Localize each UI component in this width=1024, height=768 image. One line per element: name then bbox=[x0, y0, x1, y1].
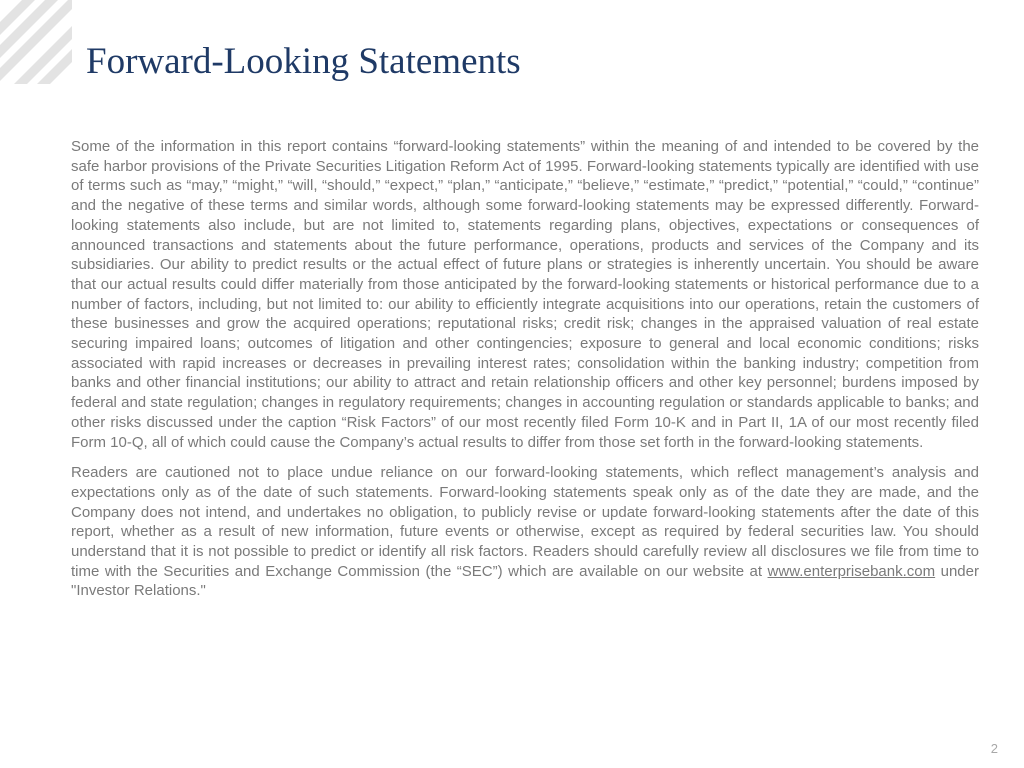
paragraph-caution-tail: under "Investor Relations." bbox=[71, 562, 979, 600]
paragraph-caution-text: Readers are cautioned not to place undue reliance on our forward-looking statements, which reflect management’s analysis and expectations only as of the date of such statements. Forward-looking statements speak only as of the date they are made, and the Company does not intend, and undertakes no obligation, to publicly revise or update forward-looking statements after the date of this report, whether as a result of new information, future events or otherwise, except as required by federal securities law. You should understand that it is not possible to predict or identify all risk factors. Readers should carefully review all disclosures we file from time to time with the Securities and Exchange Commission (the “SEC”) which are available on our website at bbox=[71, 464, 979, 580]
diagonal-stripes-icon bbox=[0, 0, 72, 84]
page-title: Forward-Looking Statements bbox=[86, 41, 521, 82]
website-link[interactable]: www.enterprisebank.com bbox=[767, 562, 936, 580]
paragraph-caution bbox=[71, 463, 979, 601]
page-number: 2 bbox=[990, 741, 998, 756]
paragraph-disclaimer: Some of the information in this report contains “forward-looking statements” within the meaning of and intended to be covered by the safe harbor provisions of the Private Securities Litigation Reform Act of 1995. Forward-looking statements typically are identified with use of terms such as “may,” “might,” “will, “should,” “expect,” “plan,” “anticipate,” “believe,” “estimate,” “predict,” “potential,” “could,” “continue” and the negative of these terms and similar words, although some forward-looking statements may be expressed differently. Forward-looking statements also include, but are not limited to, statements regarding plans, objectives, expectations or consequences of announced transactions and statements about the future performance, operations, products and services of the Company and its subsidiaries. Our ability to predict results or the actual effect of future plans or strategies is inherently uncertain. You should be aware that our actual results could differ materially from those anticipated by the forward-looking statements or historical performance due to a number of factors, including, but not limited to: our ability to efficiently integrate acquisitions into our operations, retain the customers of these businesses and grow the acquired operations; reputational risks; credit risk; changes in the appraised valuation of real estate securing impaired loans; outcomes of litigation and other contingencies; exposure to general and local economic conditions; risks associated with rapid increases or decreases in prevailing interest rates; consolidation within the banking industry; competition from banks and other financial institutions; our ability to attract and retain relationship officers and other key personnel; burdens imposed by federal and state regulation; changes in regulatory requirements; changes in accounting regulation or standards applicable to banks; and other risks discussed under the caption “Risk Factors” of our most recently filed Form 10-K and in Part II, 1A of our most recently filed Form 10-Q, all of which could cause the Company’s actual results to differ from those set forth in the forward-looking statements. bbox=[71, 138, 979, 451]
body-content bbox=[71, 137, 979, 612]
